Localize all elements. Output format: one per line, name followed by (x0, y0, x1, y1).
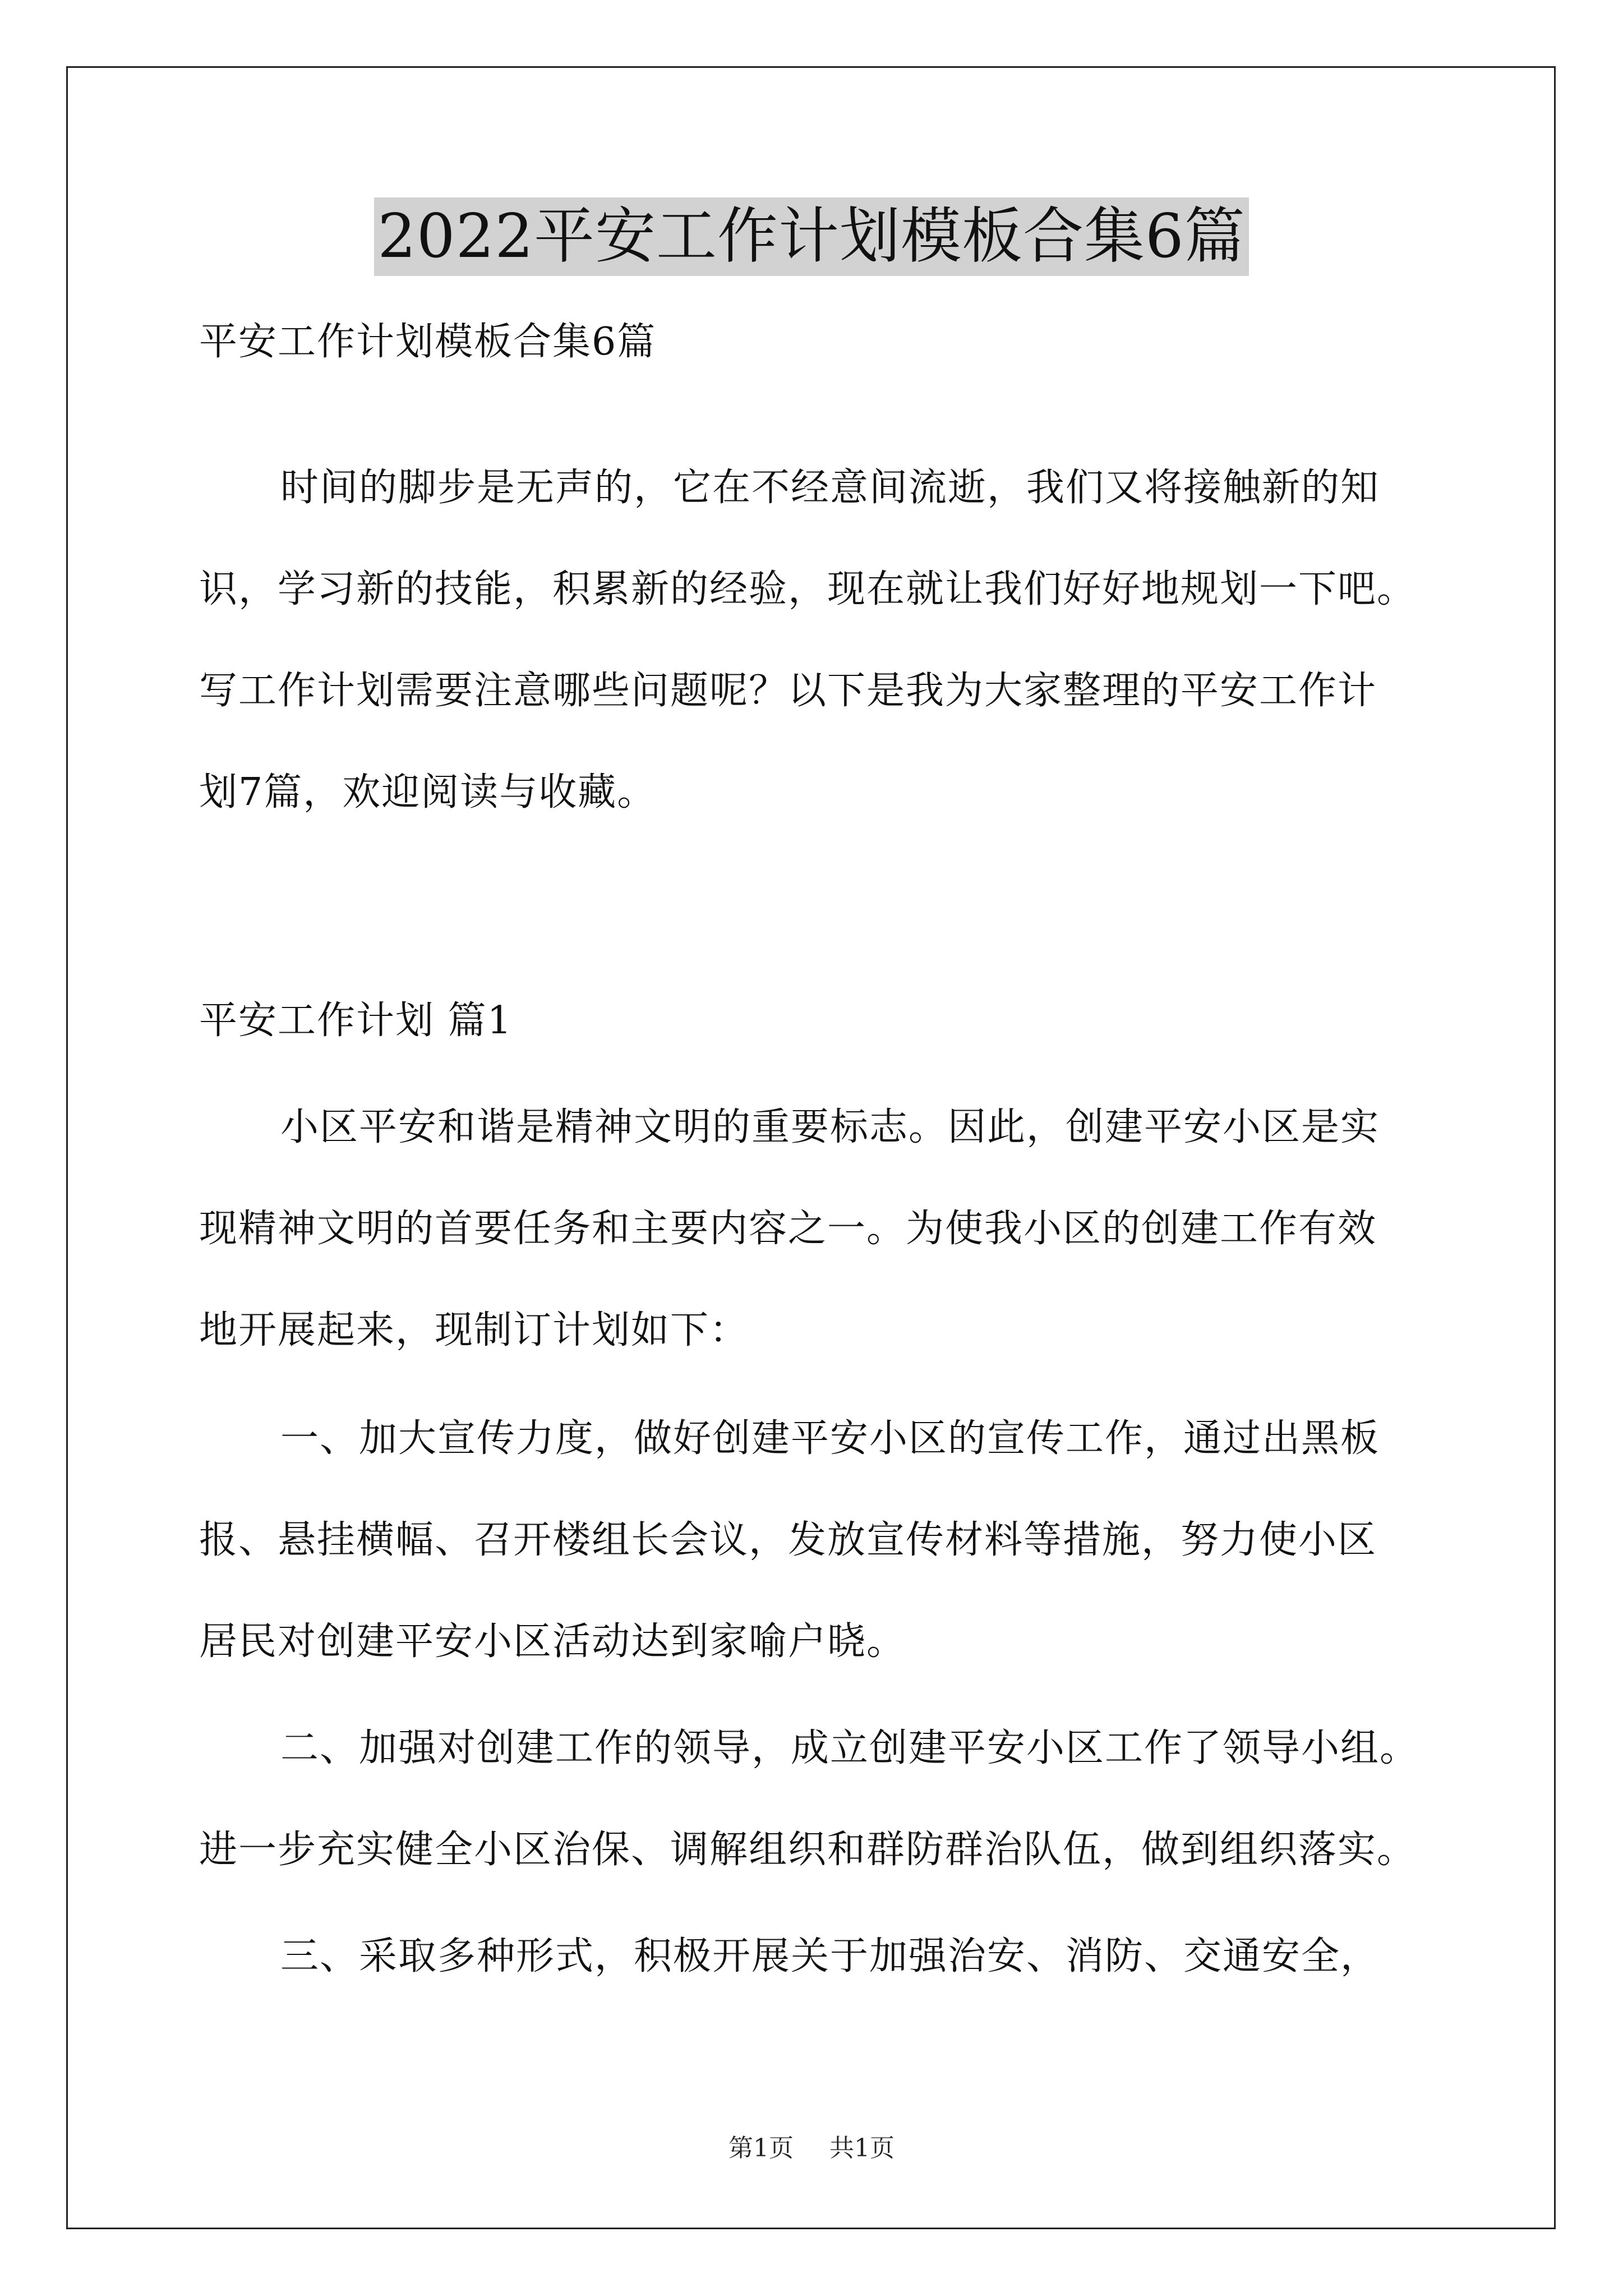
paragraph-line: 二、加强对创建工作的领导，成立创建平安小区工作了领导小组。 (280, 1726, 1419, 1770)
paragraph-line: 一、加大宣传力度，做好创建平安小区的宣传工作，通过出黑板 (280, 1416, 1380, 1461)
section-heading: 平安工作计划 篇1 (199, 999, 513, 1043)
paragraph-line: 地开展起来，现制订计划如下： (199, 1308, 749, 1352)
title-container (0, 197, 1623, 276)
paragraph-line: 小区平安和谐是精神文明的重要标志。因此，创建平安小区是实 (280, 1105, 1380, 1149)
paragraph-line: 时间的脚步是无声的，它在不经意间流逝，我们又将接触新的知 (280, 466, 1380, 510)
paragraph-line: 三、采取多种形式，积极开展关于加强治安、消防、交通安全， (280, 1934, 1380, 1978)
page-number: 第1页 (728, 2134, 794, 2162)
paragraph-line: 居民对创建平安小区活动达到家喻户晓。 (199, 1619, 906, 1664)
paragraph-line: 识，学习新的技能，积累新的经验，现在就让我们好好地规划一下吧。 (199, 567, 1417, 611)
paragraph-line: 写工作计划需要注意哪些问题呢？以下是我为大家整理的平安工作计 (199, 669, 1377, 713)
paragraph-line: 报、悬挂横幅、召开楼组长会议，发放宣传材料等措施，努力使小区 (199, 1518, 1377, 1562)
paragraph-line: 现精神文明的首要任务和主要内容之一。为使我小区的创建工作有效 (199, 1207, 1377, 1251)
paragraph-line: 划7篇，欢迎阅读与收藏。 (199, 770, 657, 815)
document-title: 2022平安工作计划模板合集6篇 (374, 197, 1249, 276)
page-footer (0, 2132, 1623, 2165)
subtitle-line: 平安工作计划模板合集6篇 (199, 320, 657, 364)
page-total: 共1页 (829, 2134, 895, 2162)
paragraph-line: 进一步充实健全小区治保、调解组织和群防群治队伍，做到组织落实。 (199, 1828, 1417, 1872)
